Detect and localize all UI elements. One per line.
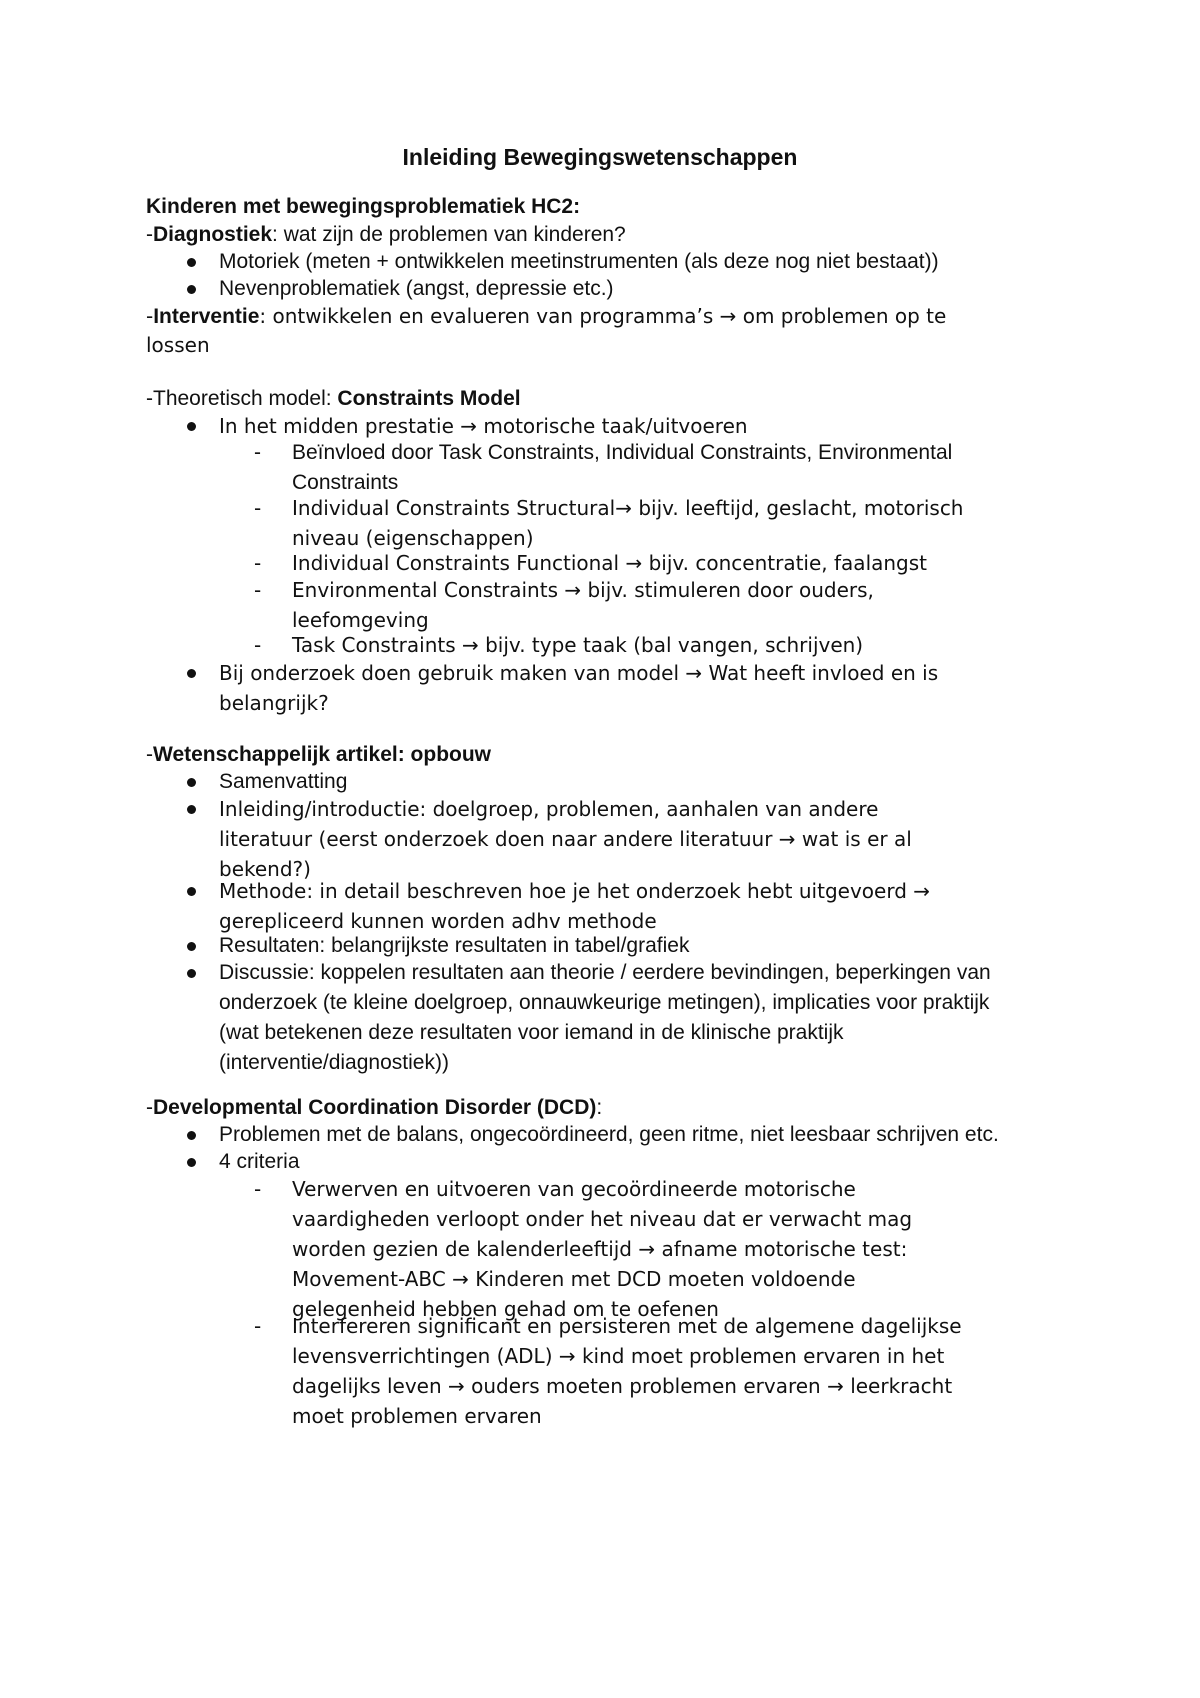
list-item: Nevenproblematiek (angst, depressie etc.) <box>219 274 1059 304</box>
diagnostiek-label: Diagnostiek <box>153 223 273 246</box>
list-item: Motoriek (meten + ontwikkelen meetinstrumenten (als deze nog niet bestaat)) <box>219 247 1059 277</box>
dcd-heading-line: -Developmental Coordination Disorder (DCD): <box>146 1096 603 1119</box>
list-item: Discussie: koppelen resultaten aan theorie / eerdere bevindingen, beperkingen van onderzoek (te kleine doelgroep, onnauwkeurige metingen), implicaties voor praktijk (wat betekenen deze resultaten voor iemand in de klinische praktijk (interventie/diagnostiek)) <box>219 958 1059 1078</box>
interventie-text: : ontwikkelen en evalueren van programma’s → om problemen op te <box>259 304 947 328</box>
sub-list-item: - Environmental Constraints → bijv. stimuleren door ouders, leefomgeving <box>254 578 874 632</box>
theoretisch-model-line <box>146 384 1066 414</box>
list-item: In het midden prestatie → motorische taak/uitvoeren <box>219 411 1059 441</box>
sub-list-item: - Task Constraints → bijv. type taak (bal vangen, schrijven) <box>254 633 864 657</box>
list-item: Inleiding/introductie: doelgroep, problemen, aanhalen van andere literatuur (eerst onderzoek doen naar andere literatuur → wat is er al bekend?) <box>219 794 1059 884</box>
section-heading-kinderen: Kinderen met bewegingsproblematiek HC2: <box>146 195 581 218</box>
bullet-icon <box>187 1158 196 1167</box>
diagnostiek-line: -Diagnostiek: wat zijn de problemen van kinderen? <box>146 223 626 246</box>
bullet-icon <box>187 258 196 267</box>
interventie-line: -Interventie: ontwikkelen en evalueren van programma’s → om problemen op te <box>146 304 947 328</box>
interventie-label: Interventie <box>153 305 260 328</box>
list-item: Bij onderzoek doen gebruik maken van model → Wat heeft invloed en is belangrijk? <box>219 658 1059 718</box>
bullet-icon <box>187 969 196 978</box>
artikel-heading-line: -Wetenschappelijk artikel: opbouw <box>146 743 492 766</box>
bullet-icon <box>187 285 196 294</box>
section-heading-dcd: Developmental Coordination Disorder (DCD) <box>153 1096 597 1119</box>
model-name: Constraints Model <box>337 387 521 410</box>
sub-list-item: - Verwerven en uitvoeren van gecoördineerde motorische vaardigheden verloopt onder het niveau dat er verwacht mag worden gezien de kalenderleeftijd → afname motorische test: Movement-ABC → Kinderen met DCD moeten voldoende gelegenheid hebben gehad om te oefenen <box>254 1177 913 1321</box>
list-item: Methode: in detail beschreven hoe je het onderzoek hebt uitgevoerd → gerepliceerd kunnen worden adhv methode <box>219 876 1059 936</box>
sub-list-item: - Beïnvloed door Task Constraints, Individual Constraints, Environmental Constraints <box>254 441 953 494</box>
bullet-icon <box>187 422 196 431</box>
list-item: Samenvatting <box>219 767 1059 797</box>
bullet-icon <box>187 778 196 787</box>
theoretisch-intro: -Theoretisch model: <box>146 387 338 410</box>
bullet-icon <box>187 887 196 896</box>
sub-list-item: - Interfereren significant en persisteren met de algemene dagelijkse levensverrichtingen (ADL) → kind moet problemen ervaren in het dagelijks leven → ouders moeten problemen ervaren → leerkracht moet problemen ervaren <box>254 1314 962 1428</box>
bullet-icon <box>187 669 196 678</box>
document-title: Inleiding Bewegingswetenschappen <box>402 144 798 170</box>
list-item: Problemen met de balans, ongecoördineerd, geen ritme, niet leesbaar schrijven etc. <box>219 1120 1059 1150</box>
sub-list-item: - Individual Constraints Structural→ bijv. leeftijd, geslacht, motorisch niveau (eigenschappen) <box>254 496 964 550</box>
bullet-icon <box>187 942 196 951</box>
diagnostiek-text: : wat zijn de problemen van kinderen? <box>272 223 626 246</box>
section-heading-artikel: Wetenschappelijk artikel: opbouw <box>153 743 492 766</box>
list-item: 4 criteria <box>219 1147 1059 1177</box>
bullet-icon <box>187 1131 196 1140</box>
sub-list-item: - Individual Constraints Functional → bijv. concentratie, faalangst <box>254 551 928 575</box>
list-item: Resultaten: belangrijkste resultaten in tabel/grafiek <box>219 931 1059 961</box>
interventie-text-cont: lossen <box>146 333 210 357</box>
bullet-icon <box>187 805 196 814</box>
